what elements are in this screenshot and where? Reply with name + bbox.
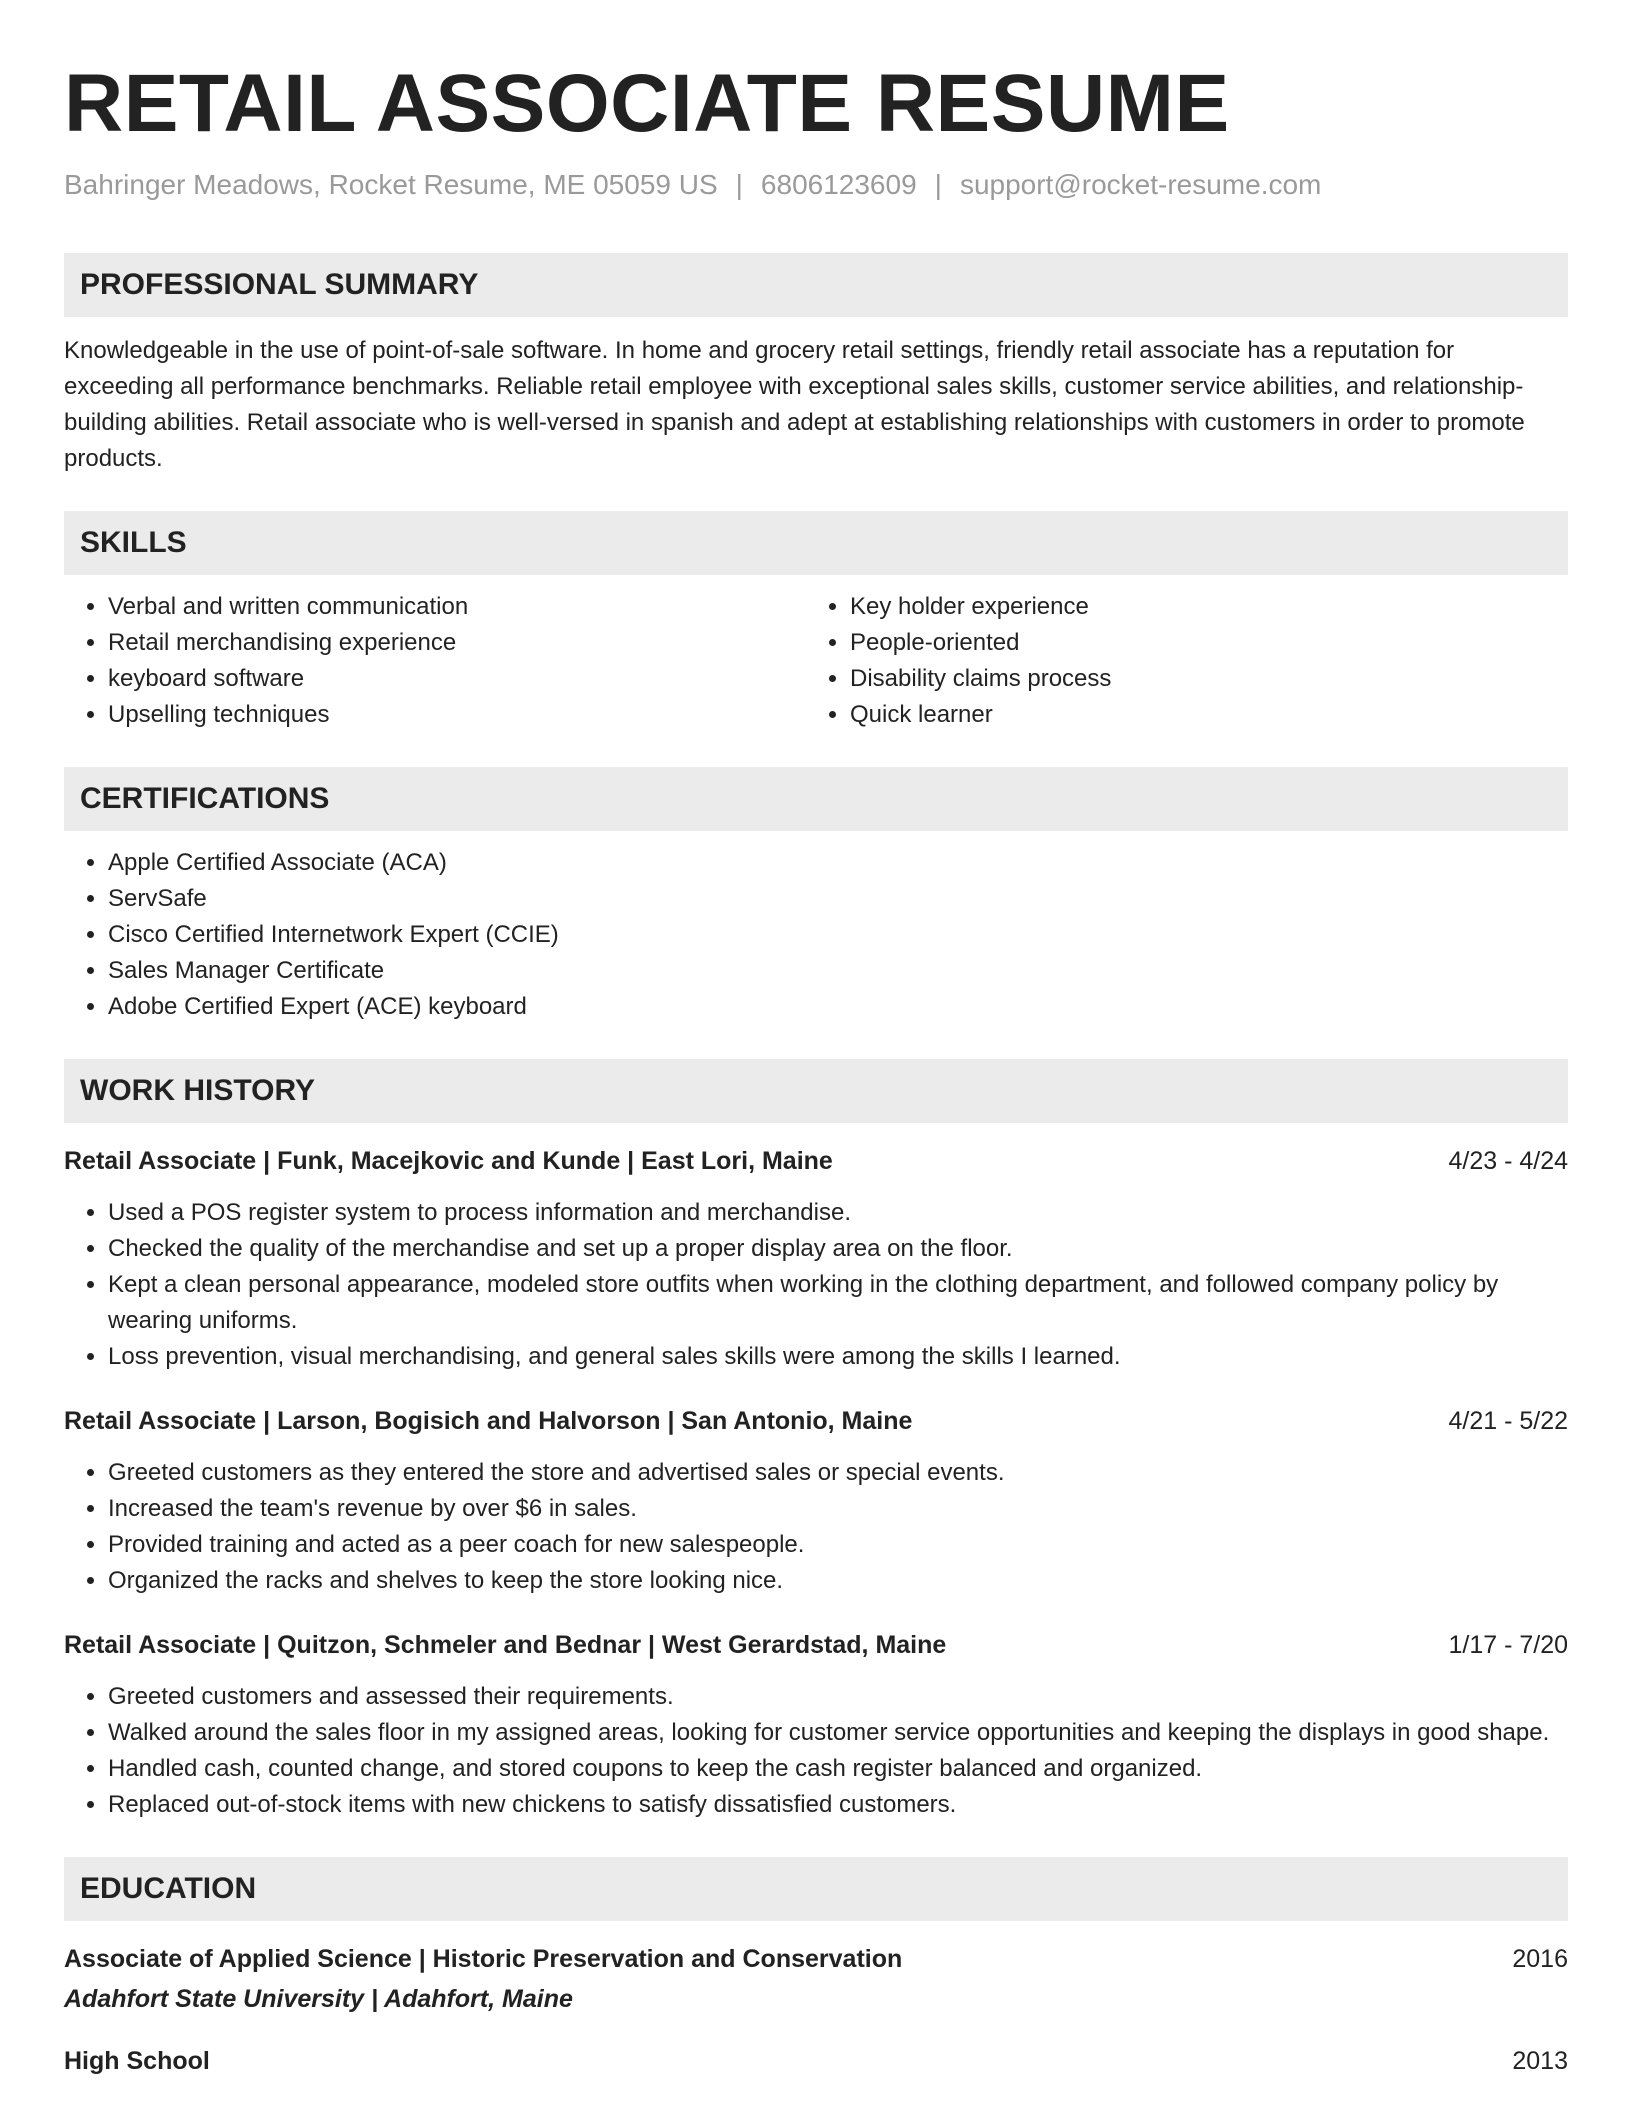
- job-dates: 1/17 - 7/20: [1448, 1631, 1568, 1659]
- education-year: 2013: [1512, 2047, 1568, 2075]
- resume-title: RETAIL ASSOCIATE RESUME: [64, 58, 1230, 149]
- job-entry: [64, 1627, 1568, 1823]
- job-entry: [64, 1403, 1568, 1599]
- job-bullet: • Increased the team's revenue by over $6 in sales.: [108, 1491, 1568, 1527]
- skill-item: • keyboard software: [108, 661, 806, 697]
- contact-phone: 6806123609: [760, 169, 917, 200]
- certification-item: • Apple Certified Associate (ACA): [108, 845, 1568, 881]
- skills-list-right: [806, 589, 1548, 733]
- job-bullet: • Loss prevention, visual merchandising, and general sales skills were among the skills I learned.: [108, 1339, 1568, 1375]
- job-header: [64, 1403, 1568, 1439]
- job-title: Retail Associate | Quitzon, Schmeler and Bednar | West Gerardstad, Maine: [64, 1631, 947, 1659]
- job-bullet: • Greeted customers and assessed their requirements.: [108, 1679, 1568, 1715]
- job-bullets: [64, 1455, 1568, 1599]
- skills-list-left: [64, 589, 806, 733]
- certifications-list: [64, 845, 1568, 1025]
- section-heading-work-history: WORK HISTORY: [64, 1059, 1568, 1123]
- job-bullet: • Replaced out-of-stock items with new chickens to satisfy dissatisfied customers.: [108, 1787, 1568, 1823]
- contact-separator: |: [735, 169, 743, 200]
- section-heading-skills: SKILLS: [64, 511, 1568, 575]
- contact-address: Bahringer Meadows, Rocket Resume, ME 05059 US: [64, 169, 718, 200]
- contact-line: [64, 167, 1568, 203]
- job-dates: 4/23 - 4/24: [1448, 1147, 1568, 1175]
- skill-item: • People-oriented: [850, 625, 1548, 661]
- contact-email: support@rocket-resume.com: [959, 169, 1322, 200]
- education-entry: [64, 1941, 1568, 2017]
- certification-item: • Sales Manager Certificate: [108, 953, 1568, 989]
- job-entry: [64, 1143, 1568, 1375]
- skill-item: • Verbal and written communication: [108, 589, 806, 625]
- education-entry: [64, 2043, 1568, 2079]
- skill-item: • Disability claims process: [850, 661, 1548, 697]
- section-heading-summary: PROFESSIONAL SUMMARY: [64, 253, 1568, 317]
- job-bullet: • Checked the quality of the merchandise and set up a proper display area on the floor.: [108, 1231, 1568, 1267]
- education-year: 2016: [1512, 1945, 1568, 1973]
- contact-separator: |: [934, 169, 942, 200]
- section-heading-certifications: CERTIFICATIONS: [64, 767, 1568, 831]
- summary-text: Knowledgeable in the use of point-of-sale software. In home and grocery retail settings, friendly retail associate has a reputation for exceeding all performance benchmarks. Reliable retail employee with exceptional sales skills, customer service abilities, and relationship-building abilities. Retail associate who is well-versed in spanish and adept at establishing relationships with customers in order to promote products.: [64, 337, 1525, 472]
- job-title: Retail Associate | Larson, Bogisich and Halvorson | San Antonio, Maine: [64, 1407, 913, 1435]
- skill-item: • Quick learner: [850, 697, 1548, 733]
- certification-item: • ServSafe: [108, 881, 1568, 917]
- education-school: Adahfort State University | Adahfort, Maine: [64, 1985, 573, 2013]
- education-degree: Associate of Applied Science | Historic Preservation and Conservation: [64, 1945, 903, 1973]
- skills-grid: [64, 589, 1568, 733]
- job-bullets: [64, 1679, 1568, 1823]
- education-header: [64, 1941, 1568, 1977]
- job-bullet: • Walked around the sales floor in my assigned areas, looking for customer service opportunities and keeping the displays in good shape.: [108, 1715, 1568, 1751]
- skill-item: • Retail merchandising experience: [108, 625, 806, 661]
- job-bullet: • Greeted customers as they entered the store and advertised sales or special events.: [108, 1455, 1568, 1491]
- certification-item: • Adobe Certified Expert (ACE) keyboard: [108, 989, 1568, 1025]
- job-bullet: • Used a POS register system to process information and merchandise.: [108, 1195, 1568, 1231]
- job-bullet: • Provided training and acted as a peer coach for new salespeople.: [108, 1527, 1568, 1563]
- skill-item: • Key holder experience: [850, 589, 1548, 625]
- job-title: Retail Associate | Funk, Macejkovic and Kunde | East Lori, Maine: [64, 1147, 833, 1175]
- job-dates: 4/21 - 5/22: [1448, 1407, 1568, 1435]
- job-header: [64, 1627, 1568, 1663]
- section-heading-education: EDUCATION: [64, 1857, 1568, 1921]
- education-degree: High School: [64, 2047, 210, 2075]
- job-bullet: • Kept a clean personal appearance, modeled store outfits when working in the clothing department, and followed company policy by wearing uniforms.: [108, 1267, 1568, 1339]
- skill-item: • Upselling techniques: [108, 697, 806, 733]
- education-header: [64, 2043, 1568, 2079]
- job-bullets: [64, 1195, 1568, 1375]
- certification-item: • Cisco Certified Internetwork Expert (CCIE): [108, 917, 1568, 953]
- job-header: [64, 1143, 1568, 1179]
- job-bullet: • Handled cash, counted change, and stored coupons to keep the cash register balanced and organized.: [108, 1751, 1568, 1787]
- job-bullet: • Organized the racks and shelves to keep the store looking nice.: [108, 1563, 1568, 1599]
